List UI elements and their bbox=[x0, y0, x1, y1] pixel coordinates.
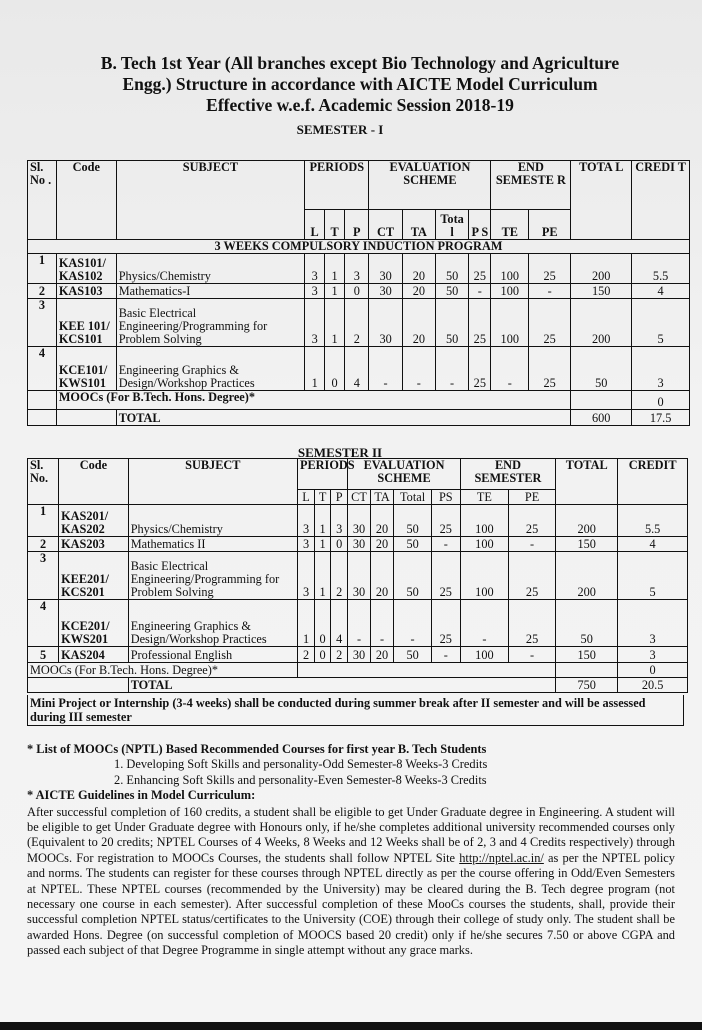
cell-total: 50 bbox=[435, 254, 468, 284]
cell-pe: 25 bbox=[529, 347, 571, 391]
table-row bbox=[28, 254, 690, 284]
cell-code: KEE 101/ KCS101 bbox=[56, 299, 116, 347]
cell-l: 3 bbox=[305, 254, 325, 284]
cell-t: 1 bbox=[325, 284, 345, 299]
cell-ps: 25 bbox=[469, 254, 491, 284]
cell-sl: 5 bbox=[28, 647, 59, 663]
col-evaluation: EVALUATION SCHEME bbox=[369, 161, 491, 210]
table-row bbox=[28, 647, 688, 663]
cell-te: 100 bbox=[460, 505, 508, 537]
cell-l: 3 bbox=[297, 505, 314, 537]
cell-ps: - bbox=[431, 537, 460, 552]
col-total-sub: Tota l bbox=[435, 210, 468, 240]
col-subject: SUBJECT bbox=[116, 161, 304, 240]
cell-ta: 20 bbox=[370, 505, 394, 537]
bottom-bar bbox=[0, 1022, 702, 1030]
table-row bbox=[28, 600, 688, 647]
cell-code: KAS103 bbox=[56, 284, 116, 299]
cell-ct: - bbox=[348, 600, 370, 647]
cell-ct: 30 bbox=[369, 284, 402, 299]
cell-subject: Physics/Chemistry bbox=[128, 505, 297, 537]
cell-total: - bbox=[394, 600, 431, 647]
cell-t: 1 bbox=[325, 299, 345, 347]
page-title bbox=[40, 53, 680, 116]
cell-sl: 2 bbox=[28, 284, 57, 299]
cell-grand-total: 50 bbox=[556, 600, 618, 647]
cell-ct: - bbox=[369, 347, 402, 391]
cell-t: 1 bbox=[315, 552, 331, 600]
cell-t: 0 bbox=[315, 647, 331, 663]
col-p: P bbox=[331, 490, 348, 505]
induction-program: 3 WEEKS COMPULSORY INDUCTION PROGRAM bbox=[28, 240, 690, 254]
cell-pe: 25 bbox=[509, 600, 556, 647]
cell-pe: - bbox=[529, 284, 571, 299]
col-t: T bbox=[315, 490, 331, 505]
col-code: Code bbox=[59, 459, 129, 505]
moocs-credit: 0 bbox=[618, 663, 688, 678]
cell-subject: Engineering Graphics & Design/Workshop Practices bbox=[128, 600, 297, 647]
cell-total: 50 bbox=[394, 647, 431, 663]
cell-te: - bbox=[491, 347, 529, 391]
cell-credit: 5.5 bbox=[618, 505, 688, 537]
cell-p: 0 bbox=[345, 284, 369, 299]
cell-total: 50 bbox=[394, 537, 431, 552]
cell-pe: 25 bbox=[529, 299, 571, 347]
cell-empty bbox=[28, 391, 57, 410]
moocs-credit: 0 bbox=[632, 391, 690, 410]
semester-2-heading: SEMESTER II bbox=[297, 445, 383, 460]
cell-p: 0 bbox=[331, 537, 348, 552]
cell-credit: 3 bbox=[632, 347, 690, 391]
total-row bbox=[28, 678, 688, 693]
cell-l: 3 bbox=[305, 299, 325, 347]
col-total: TOTAL bbox=[556, 459, 618, 505]
cell-ta: 20 bbox=[402, 284, 435, 299]
cell-grand-total: 200 bbox=[556, 505, 618, 537]
cell-total: 50 bbox=[435, 299, 468, 347]
col-subject: SUBJECT bbox=[128, 459, 297, 505]
cell-l: 1 bbox=[305, 347, 325, 391]
cell-total: - bbox=[435, 347, 468, 391]
cell-code: KCE101/ KWS101 bbox=[56, 347, 116, 391]
cell-pe: 25 bbox=[509, 552, 556, 600]
cell-empty bbox=[571, 391, 632, 410]
cell-grand-total: 150 bbox=[571, 284, 632, 299]
cell-pe: - bbox=[509, 647, 556, 663]
cell-subject: Engineering Graphics & Design/Workshop Practices bbox=[116, 347, 304, 391]
cell-grand-total: 200 bbox=[571, 299, 632, 347]
cell-subject: Mathematics II bbox=[128, 537, 297, 552]
cell-subject: Professional English bbox=[128, 647, 297, 663]
notes-section bbox=[27, 742, 675, 959]
col-te: TE bbox=[460, 490, 508, 505]
table-row bbox=[28, 299, 690, 347]
cell-p: 2 bbox=[345, 299, 369, 347]
total-credit: 17.5 bbox=[632, 410, 690, 426]
cell-sl: 2 bbox=[28, 537, 59, 552]
cell-ta: - bbox=[370, 600, 394, 647]
cell-code: KCE201/ KWS201 bbox=[59, 600, 129, 647]
cell-empty bbox=[28, 678, 129, 693]
cell-grand-total: 200 bbox=[571, 254, 632, 284]
cell-p: 2 bbox=[331, 552, 348, 600]
col-l: L bbox=[297, 490, 314, 505]
col-pe: PE bbox=[529, 210, 571, 240]
total-grand: 600 bbox=[571, 410, 632, 426]
cell-p: 4 bbox=[345, 347, 369, 391]
cell-l: 3 bbox=[297, 552, 314, 600]
cell-code: KAS204 bbox=[59, 647, 129, 663]
cell-credit: 4 bbox=[618, 537, 688, 552]
cell-credit: 4 bbox=[632, 284, 690, 299]
col-periods: PERIODS bbox=[297, 459, 347, 490]
moocs-label: MOOCs (For B.Tech. Hons. Degree)* bbox=[56, 391, 570, 410]
semester-1-heading: SEMESTER - I bbox=[296, 122, 384, 137]
cell-ps: 25 bbox=[431, 552, 460, 600]
cell-ps: - bbox=[469, 284, 491, 299]
cell-subject: Physics/Chemistry bbox=[116, 254, 304, 284]
moocs-row bbox=[28, 391, 690, 410]
table-row bbox=[28, 537, 688, 552]
cell-ta: 20 bbox=[370, 537, 394, 552]
mini-project-note: Mini Project or Internship (3-4 weeks) shall be conducted during summer break after II semester and will be assessed during III semester bbox=[27, 695, 684, 726]
col-credit: CREDIT bbox=[618, 459, 688, 505]
col-code: Code bbox=[56, 161, 116, 240]
cell-ps: 25 bbox=[469, 347, 491, 391]
cell-empty bbox=[297, 663, 555, 678]
col-evaluation: EVALUATION SCHEME bbox=[348, 459, 461, 490]
semester-2-table bbox=[27, 458, 688, 693]
total-grand: 750 bbox=[556, 678, 618, 693]
cell-te: 100 bbox=[460, 647, 508, 663]
cell-p: 4 bbox=[331, 600, 348, 647]
moocs-label: MOOCs (For B.Tech. Hons. Degree)* bbox=[28, 663, 298, 678]
col-te: TE bbox=[491, 210, 529, 240]
table-row bbox=[28, 505, 688, 537]
semester-1-table bbox=[27, 160, 690, 426]
cell-empty bbox=[556, 663, 618, 678]
cell-te: 100 bbox=[460, 537, 508, 552]
cell-ct: 30 bbox=[369, 254, 402, 284]
col-l: L bbox=[305, 210, 325, 240]
col-total: TOTA L bbox=[571, 161, 632, 240]
cell-ps: 25 bbox=[431, 505, 460, 537]
cell-ct: 30 bbox=[348, 505, 370, 537]
cell-empty bbox=[56, 410, 116, 426]
col-total-sub: Total bbox=[394, 490, 431, 505]
cell-credit: 3 bbox=[618, 600, 688, 647]
col-credit: CREDI T bbox=[632, 161, 690, 240]
cell-ct: 30 bbox=[348, 552, 370, 600]
moocs-list-heading: * List of MOOCs (NPTL) Based Recommended Courses for first year B. Tech Students bbox=[27, 742, 487, 756]
col-ps: P S bbox=[469, 210, 491, 240]
col-periods: PERIODS bbox=[305, 161, 369, 210]
col-t: T bbox=[325, 210, 345, 240]
cell-sl: 1 bbox=[28, 254, 57, 284]
cell-sl: 3 bbox=[28, 552, 59, 600]
cell-te: 100 bbox=[491, 254, 529, 284]
cell-p: 3 bbox=[331, 505, 348, 537]
cell-grand-total: 150 bbox=[556, 647, 618, 663]
col-ta: TA bbox=[402, 210, 435, 240]
cell-t: 1 bbox=[315, 537, 331, 552]
cell-credit: 3 bbox=[618, 647, 688, 663]
cell-grand-total: 200 bbox=[556, 552, 618, 600]
total-label: TOTAL bbox=[116, 410, 571, 426]
cell-subject: Basic Electrical Engineering/Programming for Problem Solving bbox=[116, 299, 304, 347]
table-header-row bbox=[28, 459, 688, 490]
cell-ps: 25 bbox=[469, 299, 491, 347]
cell-ta: 20 bbox=[370, 647, 394, 663]
total-label: TOTAL bbox=[128, 678, 555, 693]
list-item: 2. Enhancing Soft Skills and personality-Even Semester-8 Weeks-3 Credits bbox=[114, 772, 487, 787]
cell-t: 1 bbox=[315, 505, 331, 537]
cell-l: 1 bbox=[297, 600, 314, 647]
aicte-text-after-link: as per the NPTEL policy and norms. The students can register for these courses through NPTEL directly as per the course offering in Odd/Even Semesters at NPTEL. These NPTEL courses (recommended by the University) may be cleared during the B. Tech degree program (not necessary one course in each semester). After successful completion of these MooCs courses the students, shall, provide their successful completion NPTEL status/certificates to the University (COE) through their college of study only. The student shall be awarded Hons. Degree (on successful completion of MOOCS based 20 credit) only if he/she secures 7.50 or above CGPA and passed each subject of that Degree Programme in single attempt without any grace marks. bbox=[27, 850, 675, 958]
cell-total: 50 bbox=[394, 552, 431, 600]
col-ct: CT bbox=[369, 210, 402, 240]
cell-total: 50 bbox=[394, 505, 431, 537]
cell-ps: - bbox=[431, 647, 460, 663]
total-row bbox=[28, 410, 690, 426]
table-row bbox=[28, 552, 688, 600]
cell-pe: - bbox=[509, 537, 556, 552]
nptel-link[interactable]: http://nptel.ac.in/ bbox=[459, 850, 544, 865]
cell-te: - bbox=[460, 600, 508, 647]
moocs-row bbox=[28, 663, 688, 678]
col-ta: TA bbox=[370, 490, 394, 505]
cell-subject: Mathematics-I bbox=[116, 284, 304, 299]
cell-ta: 20 bbox=[370, 552, 394, 600]
col-p: P bbox=[345, 210, 369, 240]
cell-p: 3 bbox=[345, 254, 369, 284]
cell-p: 2 bbox=[331, 647, 348, 663]
cell-l: 3 bbox=[305, 284, 325, 299]
cell-grand-total: 150 bbox=[556, 537, 618, 552]
cell-grand-total: 50 bbox=[571, 347, 632, 391]
col-sl: Sl. No . bbox=[28, 161, 57, 240]
cell-te: 100 bbox=[491, 284, 529, 299]
cell-credit: 5.5 bbox=[632, 254, 690, 284]
cell-empty bbox=[28, 410, 57, 426]
cell-code: KAS201/ KAS202 bbox=[59, 505, 129, 537]
cell-ta: - bbox=[402, 347, 435, 391]
cell-ta: 20 bbox=[402, 254, 435, 284]
cell-sl: 4 bbox=[28, 347, 57, 391]
table-row bbox=[28, 347, 690, 391]
cell-ta: 20 bbox=[402, 299, 435, 347]
aicte-paragraph bbox=[27, 805, 675, 959]
col-pe: PE bbox=[509, 490, 556, 505]
col-ct: CT bbox=[348, 490, 370, 505]
cell-ct: 30 bbox=[348, 647, 370, 663]
cell-credit: 5 bbox=[632, 299, 690, 347]
cell-pe: 25 bbox=[529, 254, 571, 284]
induction-row bbox=[28, 240, 690, 254]
cell-ct: 30 bbox=[348, 537, 370, 552]
table-row bbox=[28, 284, 690, 299]
title-line: Effective w.e.f. Academic Session 2018-19 bbox=[206, 95, 514, 115]
cell-ct: 30 bbox=[369, 299, 402, 347]
cell-credit: 5 bbox=[618, 552, 688, 600]
total-credit: 20.5 bbox=[618, 678, 688, 693]
cell-ps: 25 bbox=[431, 600, 460, 647]
title-line: B. Tech 1st Year (All branches except Bio Technology and Agriculture bbox=[100, 53, 620, 73]
cell-code: KAS203 bbox=[59, 537, 129, 552]
cell-pe: 25 bbox=[509, 505, 556, 537]
cell-t: 0 bbox=[315, 600, 331, 647]
cell-total: 50 bbox=[435, 284, 468, 299]
col-end-semester: END SEMESTE R bbox=[491, 161, 571, 210]
cell-te: 100 bbox=[491, 299, 529, 347]
cell-t: 0 bbox=[325, 347, 345, 391]
cell-t: 1 bbox=[325, 254, 345, 284]
cell-sl: 1 bbox=[28, 505, 59, 537]
cell-subject: Basic Electrical Engineering/Programming for Problem Solving bbox=[128, 552, 297, 600]
cell-sl: 4 bbox=[28, 600, 59, 647]
cell-code: KEE201/ KCS201 bbox=[59, 552, 129, 600]
col-sl: Sl. No. bbox=[28, 459, 59, 505]
aicte-text-before-link: After successful completion of 160 credits, a student shall be eligible to get Under Graduate degree in Engineering. A student will be eligible to get Under Graduate degree with Honours only, if he/she completes additional university recommended courses only (Equivalent to 20 credits; NPTEL Courses of 4 Weeks, 8 Weeks and 12 Weeks shall be of 2, 3 and 4 Credits respectively) through MOOCs. For registration to MOOCs Courses, the students shall follow NPTEL Site bbox=[27, 804, 675, 865]
col-end-semester: END SEMESTER bbox=[460, 459, 555, 490]
cell-l: 3 bbox=[297, 537, 314, 552]
list-item: 1. Developing Soft Skills and personality-Odd Semester-8 Weeks-3 Credits bbox=[114, 757, 488, 772]
cell-sl: 3 bbox=[28, 299, 57, 347]
aicte-heading: * AICTE Guidelines in Model Curriculum: bbox=[27, 788, 256, 803]
col-ps: PS bbox=[431, 490, 460, 505]
title-line: Engg.) Structure in accordance with AICTE Model Curriculum bbox=[122, 74, 598, 94]
table-header-row bbox=[28, 161, 690, 210]
cell-code: KAS101/ KAS102 bbox=[56, 254, 116, 284]
cell-l: 2 bbox=[297, 647, 314, 663]
cell-te: 100 bbox=[460, 552, 508, 600]
